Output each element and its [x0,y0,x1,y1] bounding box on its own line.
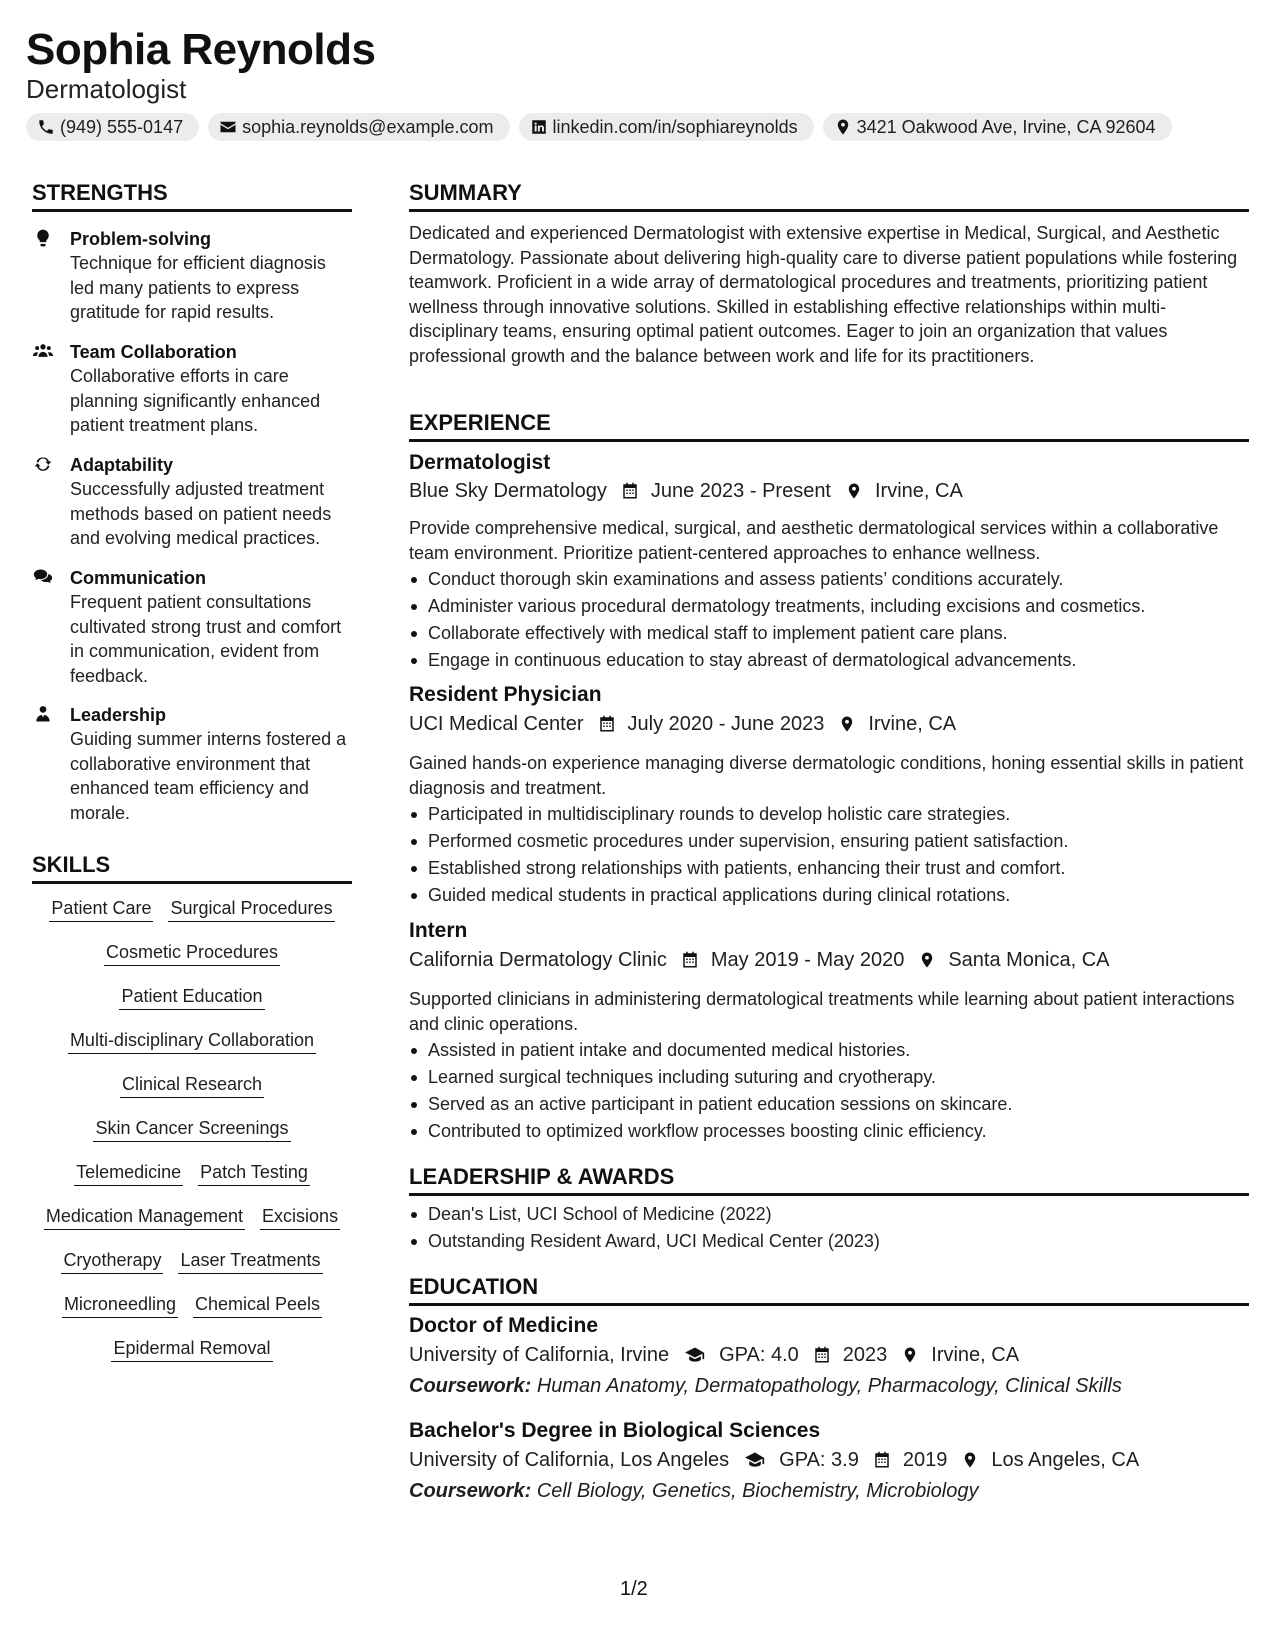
job-role: Intern [409,919,468,942]
strength-item [32,703,352,825]
map-pin-icon [901,1345,919,1365]
skill-tag: Patient Education [119,983,264,1010]
contact-phone[interactable] [26,113,199,141]
skill-tag: Clinical Research [120,1071,264,1098]
coursework [409,1372,1122,1400]
list-item: Contributed to optimized workflow processes boosting clinic efficiency. [428,1118,1268,1145]
strength-item [32,340,352,438]
job-role: Dermatologist [409,451,551,474]
job-location: Irvine, CA [875,480,963,502]
list-item: Collaborate effectively with medical staff to implement patient care plans. [428,620,1268,647]
contact-phone-text: (949) 555-0147 [60,116,184,137]
list-item: Established strong relationships with patients, enhancing their trust and comfort. [428,855,1268,882]
job-description: Provide comprehensive medical, surgical, and aesthetic dermatological services within a collaborative team environment. Prioritize patient-centered approaches to enhance wellness. [409,518,1219,563]
strength-item [32,566,352,688]
skill-tag: Cosmetic Procedures [104,939,280,966]
graduation-year: 2023 [842,1344,888,1366]
list-item: Assisted in patient intake and documented medical histories. [428,1037,1268,1064]
skill-tag: Multi-disciplinary Collaboration [68,1027,316,1054]
skill-tag: Telemedicine [74,1159,183,1186]
summary-text: Dedicated and experienced Dermatologist with extensive expertise in Medical, Surgical, and Aesthetic Dermatology. Passionate about delivering high-quality care to diverse patient populations while fostering teamwork. Proficient in a wide array of dermatological procedures and treatments, prioritizing patient wellness through innovative solutions. Skilled in establishing effective relationships within multi-disciplinary teams, ensuring optimal patient outcomes. Eager to join an organization that values professional growth and the balance between work and life for its practitioners. [409,223,1238,366]
skill-tag: Chemical Peels [193,1291,322,1318]
job-dates: July 2020 - June 2023 [627,713,825,735]
school-name: University of California, Los Angeles [409,1449,730,1471]
coursework-list: Cell Biology, Genetics, Biochemistry, Microbiology [536,1480,979,1502]
skill-tag: Medication Management [44,1203,245,1230]
skill-tag: Surgical Procedures [168,895,334,922]
job-location: Santa Monica, CA [948,949,1110,971]
skill-tag: Excisions [260,1203,340,1230]
map-pin-icon [961,1450,979,1470]
calendar-icon [598,714,616,734]
job-bullets [409,801,1268,909]
gpa: GPA: 4.0 [719,1344,799,1366]
strength-description: Guiding summer interns fostered a collaborative environment that enhanced team efficiency and morale. [70,729,347,823]
job-company: Blue Sky Dermatology [409,480,607,502]
coursework-list: Human Anatomy, Dermatopathology, Pharmacology, Clinical Skills [536,1375,1122,1397]
contact-bar [26,113,1172,141]
school-name: University of California, Irvine [409,1344,670,1366]
strength-title: Leadership [70,705,167,725]
skills-list [32,895,352,1362]
candidate-name: Sophia Reynolds [26,25,376,74]
skill-tag: Patient Care [49,895,153,922]
strength-item [32,453,352,551]
skills-heading: SKILLS [32,850,352,884]
map-pin-icon [834,118,852,136]
list-item: Learned surgical techniques including suturing and cryotherapy. [428,1064,1268,1091]
skill-tag: Microneedling [62,1291,178,1318]
graduation-cap-icon [743,1450,767,1470]
job-description: Gained hands-on experience managing diverse dermatologic conditions, honing essential skills in patient diagnosis and treatment. [409,753,1244,798]
map-pin-icon [845,481,863,501]
school-location: Irvine, CA [931,1344,1020,1366]
graduation-year: 2019 [902,1449,948,1471]
job-bullets [409,1037,1268,1145]
job-meta [409,710,956,738]
list-item: Performed cosmetic procedures under supervision, ensuring patient satisfaction. [428,828,1268,855]
strength-title: Problem-solving [70,229,212,249]
contact-linkedin-text: linkedin.com/in/sophiareynolds [552,116,798,137]
calendar-icon [813,1345,831,1365]
lightbulb-icon [32,228,54,250]
experience-heading: EXPERIENCE [409,408,1249,442]
education-heading: EDUCATION [409,1272,1249,1306]
contact-linkedin[interactable] [519,113,814,141]
strength-description: Successfully adjusted treatment methods based on patient needs and evolving medical practices. [70,479,332,548]
contact-email-text: sophia.reynolds@example.com [242,116,494,137]
coursework-label: Coursework: [409,1480,532,1502]
gpa: GPA: 3.9 [779,1449,859,1471]
awards-list [409,1201,1268,1255]
job-dates: June 2023 - Present [650,480,831,502]
strength-description: Frequent patient consultations cultivated strong trust and comfort in communication, evident from feedback. [70,592,342,686]
skill-tag: Epidermal Removal [111,1335,272,1362]
page-number: 1/2 [620,1578,648,1600]
contact-address[interactable] [823,113,1172,141]
skill-tag: Cryotherapy [61,1247,163,1274]
degree-title: Bachelor's Degree in Biological Sciences [409,1419,821,1442]
linkedin-icon [530,118,548,136]
contact-address-text: 3421 Oakwood Ave, Irvine, CA 92604 [856,116,1156,137]
education-meta [409,1341,1019,1369]
phone-icon [37,118,55,136]
envelope-icon [219,118,237,136]
skill-tag: Patch Testing [198,1159,310,1186]
list-item: Administer various procedural dermatology treatments, including excisions and cosmetics. [428,593,1268,620]
map-pin-icon [838,714,856,734]
strengths-heading: STRENGTHS [32,178,352,212]
job-role: Resident Physician [409,683,602,706]
strength-title: Communication [70,568,207,588]
degree-title: Doctor of Medicine [409,1314,599,1337]
awards-heading: LEADERSHIP & AWARDS [409,1162,1249,1196]
calendar-icon [681,950,699,970]
list-item: Conduct thorough skin examinations and assess patients’ conditions accurately. [428,566,1268,593]
calendar-icon [873,1450,891,1470]
list-item: Dean's List, UCI School of Medicine (2022) [428,1201,1268,1228]
education-meta [409,1446,1139,1474]
list-item: Participated in multidisciplinary rounds to develop holistic care strategies. [428,801,1268,828]
strength-description: Collaborative efforts in care planning significantly enhanced patient treatment plans. [70,366,321,435]
job-company: UCI Medical Center [409,713,584,735]
list-item: Guided medical students in practical applications during clinical rotations. [428,882,1268,909]
calendar-icon [621,481,639,501]
strength-title: Team Collaboration [70,342,237,362]
job-title: Dermatologist [26,74,187,104]
list-item: Outstanding Resident Award, UCI Medical Center (2023) [428,1228,1268,1255]
skill-tag: Laser Treatments [178,1247,322,1274]
strength-title: Adaptability [70,455,174,475]
comments-icon [32,567,54,589]
summary-heading: SUMMARY [409,178,1249,212]
job-company: California Dermatology Clinic [409,949,667,971]
list-item: Engage in continuous education to stay abreast of dermatological advancements. [428,647,1268,674]
graduation-cap-icon [683,1345,707,1365]
list-item: Served as an active participant in patient education sessions on skincare. [428,1091,1268,1118]
strength-description: Technique for efficient diagnosis led many patients to express gratitude for rapid results. [70,253,326,322]
skill-tag: Skin Cancer Screenings [93,1115,290,1142]
school-location: Los Angeles, CA [991,1449,1140,1471]
job-meta [409,477,963,505]
job-location: Irvine, CA [868,713,957,735]
coursework [409,1477,978,1505]
contact-email[interactable] [208,113,509,141]
job-bullets [409,566,1268,674]
coursework-label: Coursework: [409,1375,532,1397]
job-dates: May 2019 - May 2020 [710,949,905,971]
job-meta [409,946,1110,974]
map-pin-icon [918,950,936,970]
user-tie-icon [32,704,54,726]
job-description: Supported clinicians in administering dermatological treatments while learning about patient interactions and clinic operations. [409,989,1235,1034]
users-icon [32,341,54,363]
refresh-icon [32,454,54,476]
strength-item [32,227,352,325]
